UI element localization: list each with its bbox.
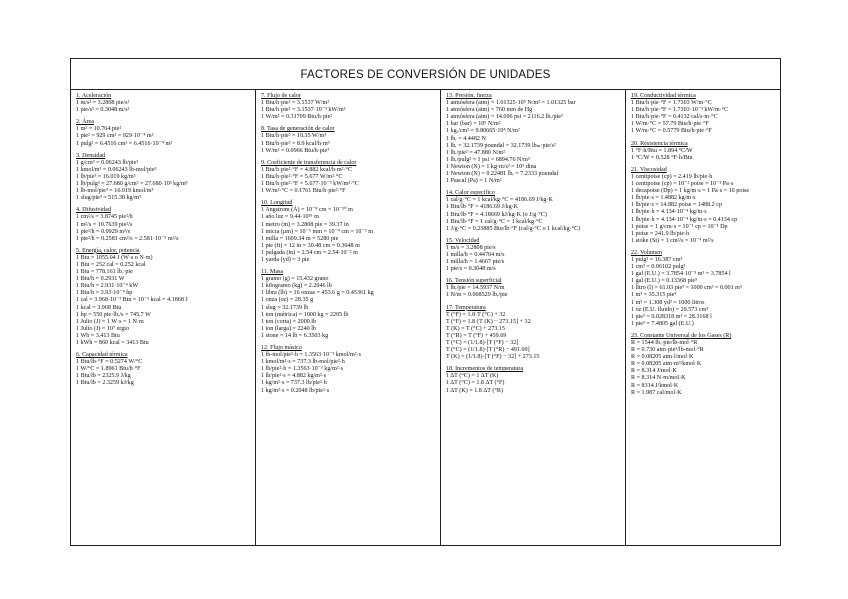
conversion-section	[446, 238, 621, 273]
conversion-line: T (°C) = (1/1.8)·[T (°F) − 32]	[446, 340, 519, 346]
conversion-line: 1 cm²/s = 3.8745 pie²/h	[76, 214, 133, 221]
conversion-line: 1 Julio (J) = 10⁷ ergio	[76, 325, 130, 332]
conversion-line: 1 Btu/h = 3.93·10⁻⁴ hp	[76, 290, 133, 297]
conversion-line: 1 lb-mol/pie³ = 16.019 kmol/m³	[76, 188, 154, 195]
conversion-line: 1 decapoise (Dp) = 1 kg/m·s = 1 Pa·s = 10 poise	[631, 188, 750, 195]
conversion-line: 1 Btu/h·pie·°F = 1.7303·10⁻³ kW/m·°C	[631, 107, 729, 114]
conversion-line: 1 kilogramo (kg) = 2.2046 lb	[261, 283, 332, 290]
conversion-line: 1 cal = 3.968·10⁻³ Btu = 10⁻³ kcal = 4.1868 J	[76, 297, 188, 304]
conversion-line: T (°F) = 1.8·[T (K) − 273.15] + 32	[446, 318, 531, 325]
conversion-line: 1 W/m·°C = 57.79 Btu/h·pie·°F	[631, 121, 709, 128]
conversion-section	[261, 269, 436, 340]
conversion-line: 1 Btu/h·pie³ = 8.9 kcal/h·m³	[261, 140, 330, 147]
conversion-line: 1 pulgada (in) = 2.54 cm = 2.54·10⁻² m	[261, 249, 358, 256]
section-title: 7. Flujo de calor	[261, 93, 301, 99]
conversion-line: 1 Btu/lb·°F = 0.5274 W/°C	[76, 359, 143, 366]
conversion-line: 1 año luz = 9.44·10¹⁵ m	[261, 214, 319, 221]
conversion-line: 1 Btu/lb = 2.3259 kJ/kg	[76, 380, 134, 387]
conversion-line: 1 gramo (g) = 15.432 grano	[261, 276, 329, 283]
conversion-line: 1 Btu = 1055.04 J (W·s o N·m)	[76, 254, 153, 261]
conversion-section	[76, 207, 251, 242]
conversion-section	[76, 119, 251, 147]
conversion-line: 1 m/s = 3.2808 pie/s	[446, 244, 496, 251]
conversion-line: 1 ton (métrica) = 1000 kg = 2205 lb	[261, 311, 349, 318]
conversion-line: 1 Newton (N) = 0.22481 lbᵣ = 7.2333 poundal	[446, 171, 559, 178]
section-title: 14. Calor específico	[446, 190, 495, 197]
conversion-line: 1 N/m = 0.068529 lbᵣ/pie	[446, 292, 508, 299]
section-title: 20. Resistencia térmica	[631, 140, 688, 147]
conversion-line: 1 micra (μm) = 10⁻⁶ mm = 10⁻⁴ cm = 10⁻⁶ m	[261, 228, 374, 235]
section-title: 6. Capacidad térmica	[76, 352, 128, 359]
column-4	[626, 90, 780, 545]
conversion-line: 1 pulg² = 6.4516 cm² = 6.4516·10⁻⁴ m²	[76, 140, 173, 147]
conversion-line: 1 cal/g·°C = 1 kcal/kg·°C = 4186.69 J/kg·K	[446, 197, 553, 204]
conversion-line: 1 Angstrom (Å) = 10⁻⁸ cm = 10⁻¹⁰ m	[261, 207, 353, 214]
conversion-line: 1 bar (bar) = 10⁵ N/m²	[446, 121, 501, 128]
conversion-line: R = 0.730 atm·pie³/lb-mol·°R	[631, 347, 704, 354]
title-row	[71, 59, 780, 90]
conversion-line: 1 atmósfera (atm) = 14.696 psi = 2116.2 lbᵣ/pie²	[446, 114, 563, 121]
conversion-line: 1 kmol/m²·s = 737.3 lb-mol/pie²·h	[261, 359, 345, 366]
conversion-section	[76, 248, 251, 347]
conversion-line: 1 lbᵣ/pulg² = 1 psi = 6894.76 N/m²	[446, 156, 530, 163]
conversion-line: 1 lb/pie²·s = 4.882 kg/m²·s	[261, 373, 327, 380]
conversion-line: 1 Newton (N) = 1 kg·m/s² = 10⁵ dina	[446, 163, 537, 170]
section-title: 13. Presión, fuerza	[446, 93, 492, 99]
conversion-line: 1 kcal = 3.968 Btu	[76, 304, 122, 311]
conversion-line: T (°F) = 1.8·T (°C) + 32	[446, 311, 506, 318]
section-title: 23. Constante Universal de los Gases (R)	[631, 332, 732, 339]
conversion-line: 1 lb/pie·s = 14.882 poise = 1488.2 cp	[631, 202, 722, 209]
conversion-line: 1 ΔT (°C) = 1.8 ΔT (°F)	[446, 380, 505, 387]
section-title: 11. Masa	[261, 269, 284, 276]
conversion-line: 1 poise = 1 g/cm·s = 10⁻¹ cp = 10⁻¹ Dp	[631, 223, 728, 230]
conversion-line: 1 metro (m) = 3.2808 pie = 39.37 in	[261, 221, 349, 228]
conversion-line: 1 milla/h = 1.4667 pie/s	[446, 259, 505, 266]
conversion-line: 1 Wh = 3.413 Btu	[76, 332, 120, 339]
section-title: 10. Longitud	[261, 200, 293, 207]
conversion-line: 1 Btu/h = 0.2931 W	[76, 276, 125, 283]
conversion-line: 1 pulg³ = 16.387 cm³	[631, 256, 683, 263]
conversion-line: 1 m³ = 1.308 yd³ = 1000 litros	[631, 299, 705, 306]
conversion-line: R = 8.314 N·m/mol·K	[631, 375, 686, 382]
conversion-table	[70, 58, 781, 546]
conversion-line: 1 Btu/h·pie·°F = 1.7303 W/m·°C	[631, 100, 712, 107]
conversion-section	[631, 93, 776, 136]
conversion-line: 1 ΔT (°C) = 1 ΔT (K)	[446, 373, 499, 380]
conversion-line: 1 Btu/lb = 2325.9 J/kg	[76, 373, 131, 380]
column-2	[256, 90, 441, 545]
conversion-line: 1 Julio (J) = 1 W·s = 1 N·m	[76, 318, 144, 325]
conversion-line: 1 centipoise (cp) = 2.419 lb/pie·h	[631, 173, 713, 180]
section-title: 1. Aceleración	[76, 93, 112, 99]
conversion-line: 1 cm³ = 0.06102 pulg³	[631, 264, 686, 271]
conversion-section	[446, 190, 621, 233]
conversion-section	[446, 278, 621, 299]
conversion-line: T (K) = (1/1.8)·[T (°F) − 32] + 273.15	[446, 354, 540, 361]
conversion-line: R = 8314 J/kmol·K	[631, 382, 679, 389]
conversion-line: 1 poise = 241.9 lb/pie·h	[631, 230, 690, 237]
section-title: 9. Coeficiente de transferencia de calor	[261, 159, 357, 166]
conversion-line: 1 milla/h = 0.44704 m/s	[446, 251, 505, 258]
conversion-line: 1 W/m·°C = 0.5779 Btu/h·pie·°F	[631, 128, 712, 135]
conversion-line: 1 lbᵣ = 4.4482 N	[446, 135, 486, 142]
conversion-line: 1 m²/s = 10.7639 pie²/s	[76, 221, 133, 228]
conversion-section	[76, 153, 251, 203]
conversion-line: 1 milla = 1609.34 m = 5280 pie	[261, 235, 339, 242]
conversion-line: 1 Btu/h = 2.931·10⁻⁴ kW	[76, 283, 139, 290]
section-title: 5. Energía, calor, potencia	[76, 247, 140, 254]
conversion-section	[261, 160, 436, 195]
conversion-line: 1 Btu/h·pie² = 3.1537 W/m²	[261, 100, 330, 107]
conversion-section	[631, 250, 776, 328]
conversion-line: 1 Btu = 252 cal = 0.252 kcal	[76, 261, 146, 268]
conversion-line: 1 ton (corta) = 2000 lb	[261, 318, 317, 325]
conversion-line: 1 Pascal (Pa) = 1 N/m²	[446, 178, 502, 185]
conversion-line: 1 m³ = 35.315 pie³	[631, 292, 677, 299]
conversion-line: R = 0.08205 atm·m³/kmol·K	[631, 361, 702, 368]
conversion-section	[631, 167, 776, 245]
column-3	[441, 90, 626, 545]
section-title: 17. Temperatura	[446, 304, 486, 311]
section-title: 16. Tensión superficial	[446, 278, 502, 285]
conversion-line: 1 kmol/m³ = 0.06243 lb-mol/pie³	[76, 166, 157, 173]
conversion-line: 1 atmósfera (atm) = 1.01325·10⁵ N/m² = 1.01325 bar	[446, 100, 576, 107]
conversion-line: 1 pie³ = 7.4805 gal (E.U.)	[631, 320, 694, 327]
conversion-line: R = 1.987 cal/mol·K	[631, 389, 682, 396]
conversion-line: 1 lb/pie²·h = 1.3563·10⁻³ kg/m²·s	[261, 366, 344, 373]
conversion-line: R = 1544 lbᵣ·pie/lb-mol·°R	[631, 340, 698, 346]
conversion-line: 1 ton (larga) = 2240 lb	[261, 325, 316, 332]
conversion-line: 1 Btu/lb·°F = 4.18669 kJ/kg·K (o J/g·°C)	[446, 211, 547, 218]
conversion-line: 1 pie²/h = 0.0929 m²/s	[76, 228, 130, 235]
conversion-line: 1 pie²/h = 0.2581 cm²/s = 2.581·10⁻⁵ m²/s	[76, 235, 179, 242]
conversion-line: 1 oz (E.U. fluido) = 29.573 cm³	[631, 306, 709, 313]
conversion-line: R = 8.314 J/mol·K	[631, 368, 677, 375]
section-title: 3. Densidad	[76, 152, 106, 159]
conversion-line: 1 Btu = 778.161 lbᵣ·pie	[76, 269, 133, 276]
conversion-line: 1 gal (E.U.) = 3.7854·10⁻³ m³ = 3.7854 l	[631, 271, 731, 278]
conversion-line: 1 Btu/h·pie²·°F = 5.677 W/m²·°C	[261, 173, 343, 180]
conversion-line: 1 W/m² = 0.31709 Btu/h·pie²	[261, 114, 333, 121]
conversion-line: 1 m² = 10.764 pie²	[76, 126, 122, 133]
conversion-line: 1 m/s² = 3.2808 pie/s²	[76, 100, 130, 107]
conversion-line: R = 0.08205 atm·l/mol·K	[631, 354, 694, 361]
conversion-line: 1 slug/pie³ = 515.38 kg/m³	[76, 195, 141, 202]
conversion-section	[261, 200, 436, 264]
conversion-line: 1 pie³ = 0.028318 m³ = 28.3168 l	[631, 313, 712, 320]
section-title: 19. Conductividad térmica	[631, 93, 696, 99]
conversion-line: 1 centipoise (cp) = 10⁻² poise = 10⁻³ Pa·s	[631, 181, 734, 188]
conversion-line: 1 lb/pulg³ = 27.680 g/cm³ = 27.680·10³ kg/m³	[76, 181, 188, 188]
section-title: 18. Incrementos de temperatura	[446, 366, 524, 373]
conversion-line: 1 lb/pie·s = 1.4882 kg/m·s	[631, 195, 696, 202]
conversion-line: 1 kgᵣ/cm² = 9.80665·10⁴ N/m²	[446, 128, 520, 135]
section-title: 12. Flujo másico	[261, 345, 302, 351]
conversion-line: 1 pie/s = 0.3048 m/s	[446, 266, 496, 273]
conversion-line: 1 stoke (St) = 1 cm²/s = 10⁻⁴ m²/s	[631, 237, 714, 244]
conversion-line: 1 stone = 14 lb = 6.3503 kg	[261, 332, 329, 339]
conversion-line: 1 litro (l) = 61.03 pie³ = 1000 cm³ = 0.001 m³	[631, 285, 742, 292]
section-title: 21. Viscosidad	[631, 166, 667, 173]
conversion-line: 1 °C/W = 0.528 °F·h/Btu	[631, 154, 693, 161]
conversion-section	[446, 93, 621, 185]
conversion-line: 1 Btu/h·pie²·°F = 4.882 kcal/h·m²·°C	[261, 166, 353, 173]
conversion-line: 1 lb/pie·h = 4.134·10⁻⁴ kg/m·s	[631, 209, 707, 216]
column-1	[71, 90, 256, 545]
conversion-line: 1 slug = 32.1739 lb	[261, 304, 309, 311]
conversion-line: 1 Btu/h·pie² = 3.1537·10⁻³ kW/m²	[261, 107, 346, 114]
conversion-line: 1 lb/pie³ = 16.019 kg/m³	[76, 173, 136, 180]
section-title: 15. Velocidad	[446, 237, 480, 244]
conversion-line: 1 kWh = 860 kcal = 3413 Btu	[76, 340, 149, 346]
conversion-line: 1 kg/m²·s = 737.3 lb/pie²·h	[261, 380, 327, 387]
conversion-line: 1 Btu/lb·°F = 1 cal/g·°C = 1 kcal/kg·°C	[446, 218, 543, 225]
conversion-line: 1 kg/m²·s = 0.2048 lb/pie²·s	[261, 387, 330, 394]
conversion-line: 1 lbᵣ/pie² = 47.880 N/m²	[446, 149, 506, 156]
conversion-section	[261, 126, 436, 154]
conversion-section	[76, 93, 251, 114]
conversion-section	[76, 352, 251, 387]
page-title: FACTORES DE CONVERSIÓN DE UNIDADES	[300, 69, 551, 81]
conversion-line: T (°C) = (1/1.8)·[T (°R) − 491.69]	[446, 347, 530, 354]
conversion-line: 1 Btu/h·pie·°F = 0.4132 cal/s·m·°C	[631, 114, 718, 121]
conversion-line: 1 Btu/h·pie²·°F = 5.677·10⁻³ kW/m²·°C	[261, 181, 359, 188]
conversion-section	[261, 93, 436, 121]
conversion-line: T (°R) = T (°F) + 459.69	[446, 332, 507, 339]
conversion-line: 1 yarda (yd) = 3 pie	[261, 256, 310, 263]
conversion-line: 1 W/m²·°C = 0.1761 Btu/h·pie²·°F	[261, 188, 346, 195]
conversion-section	[446, 366, 621, 394]
section-title: 22. Volumen	[631, 249, 662, 256]
conversion-line: 1 onza (oz) = 28.35 g	[261, 297, 314, 304]
conversion-line: 1 J/g·°C = 0.23885 Btu/lb·°F (cal/g·°C o 1 kcal/kg·°C)	[446, 225, 581, 232]
conversion-line: 1 atmósfera (atm) = 760 mm de Hg	[446, 107, 533, 114]
conversion-line: 1 g/cm³ = 0.06243 lb/pie³	[76, 159, 139, 166]
conversion-line: 1 pie (ft) = 12 in = 30.48 cm = 0.3048 m	[261, 242, 360, 249]
conversion-line: 1 gal (E.U.) = 0.13368 pie³	[631, 278, 697, 285]
conversion-section	[261, 345, 436, 395]
conversion-line: 1 lbᵣ/pie = 14.5937 N/m	[446, 285, 505, 292]
conversion-line: 1 lb-mol/pie²·h = 1.3563·10⁻³ kmol/m²·s	[261, 352, 361, 359]
section-title: 2. Área	[76, 119, 94, 126]
conversion-line: 1 hp = 550 pie·lbᵣ/s = 745.7 W	[76, 311, 151, 318]
table-grid	[71, 90, 780, 545]
conversion-section	[631, 141, 776, 162]
conversion-line: 1 libra (lb) = 16 onzas = 453.6 g = 0.45361 kg	[261, 290, 374, 297]
conversion-line: 1 ΔT (K) = 1.8 ΔT (°R)	[446, 387, 503, 394]
conversion-section	[631, 333, 776, 397]
conversion-line: 1 lbᵣ = 32.1739 poundal = 32.1739 lbₘ·pie/s²	[446, 142, 556, 149]
conversion-section	[446, 305, 621, 362]
conversion-line: 1 W/°C = 1.8961 Btu/h·°F	[76, 366, 141, 373]
conversion-line: 1 lb/pie·h = 4.134·10⁻⁴ kg/m·s = 0.4134 cp	[631, 216, 738, 223]
conversion-line: 1 pie/s² = 0.3048 m/s²	[76, 107, 130, 114]
conversion-line: 1 Btu/h·pie³ = 10.35 W/m³	[261, 133, 327, 140]
conversion-line: T (K) = T (°C) + 273.15	[446, 325, 505, 332]
conversion-line: 1 pie² = 929 cm² = 929·10⁻⁴ m²	[76, 133, 154, 140]
conversion-line: 1 Btu/lb·°F = 4186.69 J/kg·K	[446, 204, 519, 211]
section-title: 8. Tasa de generación de calor	[261, 126, 335, 133]
section-title: 4. Difusividad	[76, 207, 111, 214]
conversion-line: 1 °F·h/Btu = 1.894 °C/W	[631, 147, 693, 154]
conversion-line: 1 W/m³ = 0.0966 Btu/h·pie³	[261, 147, 330, 154]
